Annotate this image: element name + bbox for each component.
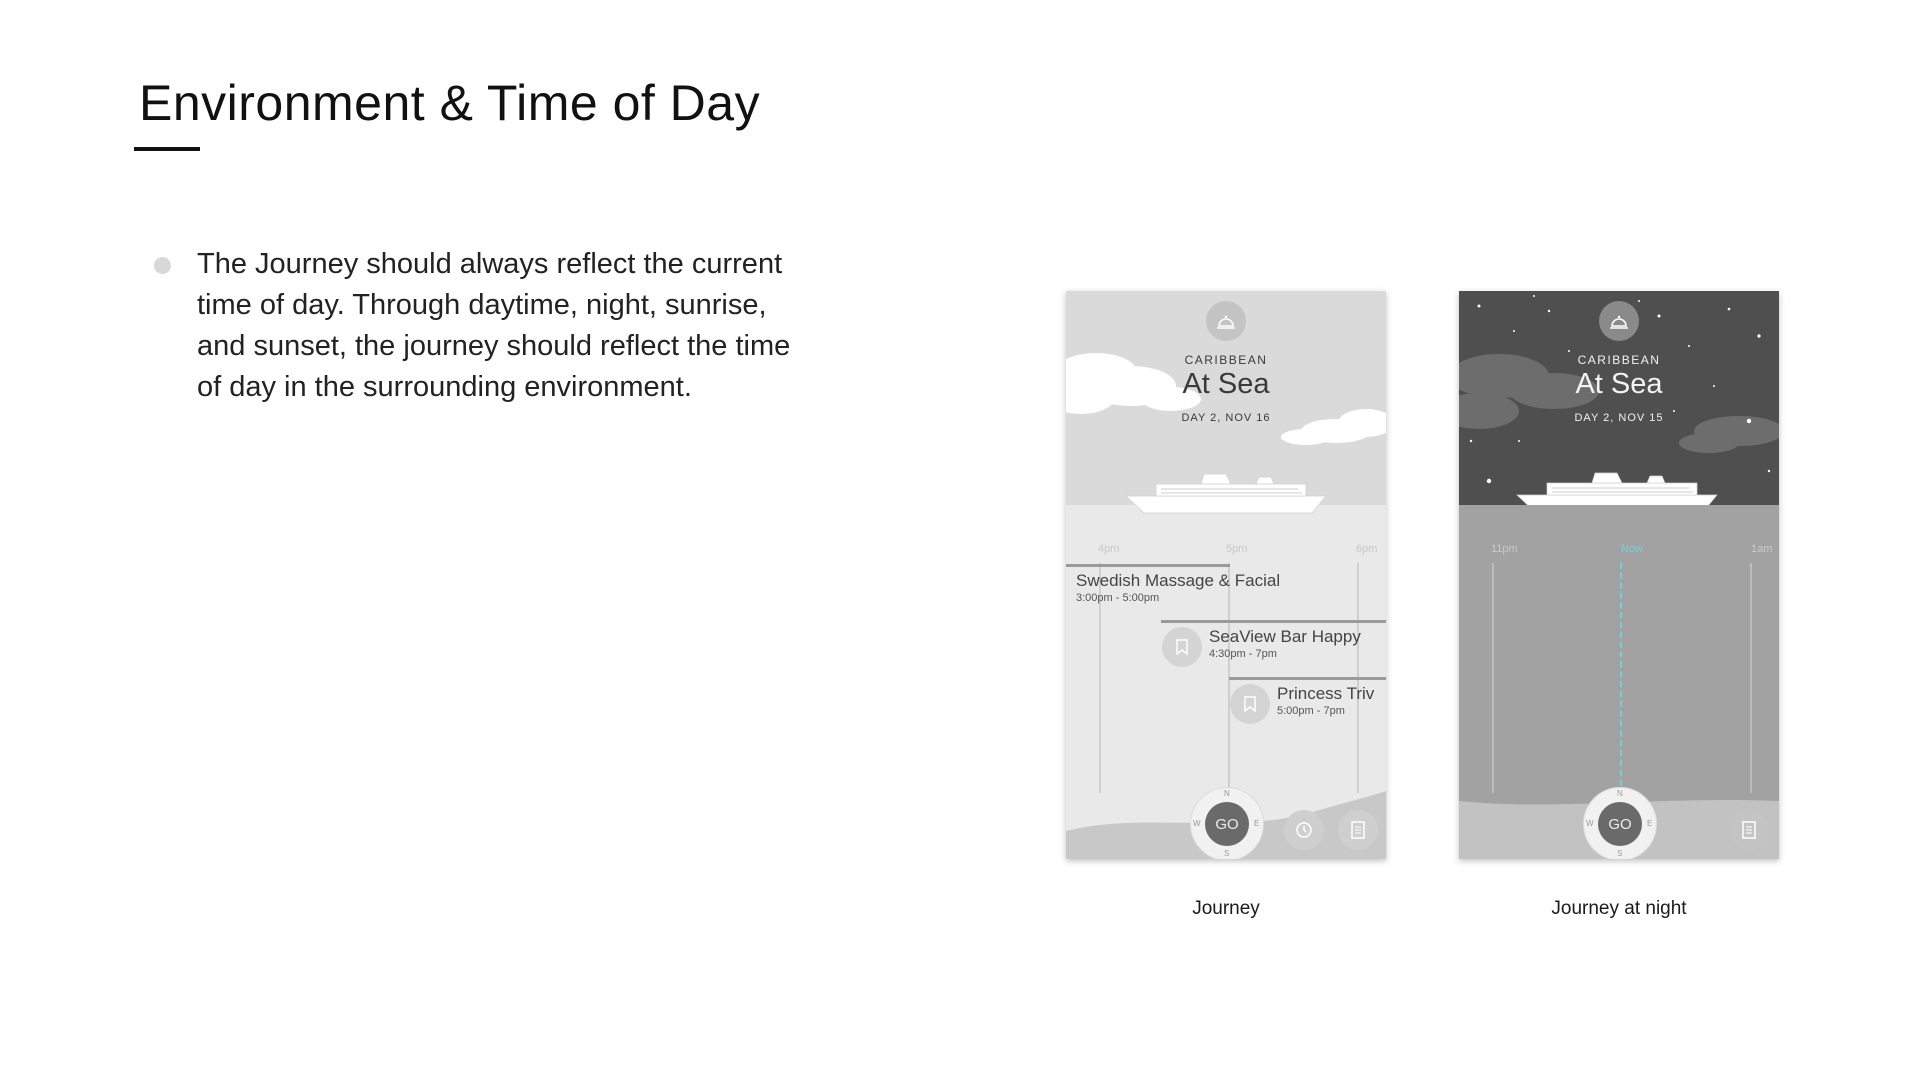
time-tick: 11pm bbox=[1491, 543, 1518, 555]
clock-icon[interactable] bbox=[1284, 810, 1324, 850]
document-icon[interactable] bbox=[1338, 810, 1378, 850]
event-time: 5:00pm - 7pm bbox=[1277, 705, 1345, 717]
title-underline bbox=[134, 147, 200, 151]
go-compass-button[interactable] bbox=[1583, 787, 1657, 859]
event-duration-bar bbox=[1066, 564, 1230, 567]
time-tick: 1am bbox=[1751, 543, 1773, 555]
now-marker-label: Now bbox=[1621, 543, 1644, 555]
time-tick: 5pm bbox=[1226, 543, 1248, 555]
slide-title: Environment & Time of Day bbox=[139, 75, 761, 131]
event-duration-bar bbox=[1161, 620, 1386, 623]
compass-south: S bbox=[1617, 849, 1623, 858]
event-name: Swedish Massage & Facial bbox=[1076, 571, 1281, 590]
event-duration-bar bbox=[1229, 677, 1386, 680]
compass-east: E bbox=[1254, 819, 1260, 828]
go-label: GO bbox=[1205, 802, 1249, 846]
compass-west: W bbox=[1193, 819, 1201, 828]
bullet-dot bbox=[154, 257, 171, 274]
compass-north: N bbox=[1224, 789, 1230, 798]
compass-east: E bbox=[1647, 819, 1653, 828]
time-tick: 4pm bbox=[1098, 543, 1120, 555]
cruise-ship bbox=[1126, 474, 1326, 513]
alarm-bell-icon[interactable] bbox=[1206, 301, 1246, 341]
time-tick: 6pm bbox=[1356, 543, 1378, 555]
location-title: At Sea bbox=[1182, 368, 1270, 400]
date-label: DAY 2, NOV 16 bbox=[1181, 412, 1271, 424]
journey-day-screen bbox=[1066, 291, 1386, 859]
region-label: CARIBBEAN bbox=[1184, 353, 1268, 367]
event-card[interactable] bbox=[1161, 620, 1386, 660]
go-label: GO bbox=[1598, 802, 1642, 846]
date-label: DAY 2, NOV 15 bbox=[1574, 412, 1664, 424]
compass-west: W bbox=[1586, 819, 1594, 828]
compass-north: N bbox=[1617, 789, 1623, 798]
event-name: SeaView Bar Happy bbox=[1209, 627, 1361, 646]
compass-south: S bbox=[1224, 849, 1230, 858]
timeline-gridline bbox=[1492, 563, 1494, 793]
night-caption: Journey at night bbox=[1551, 898, 1687, 919]
day-caption: Journey bbox=[1192, 898, 1260, 919]
timeline-gridline bbox=[1750, 563, 1752, 793]
event-time: 3:00pm - 5:00pm bbox=[1076, 592, 1160, 604]
go-compass-button[interactable] bbox=[1190, 787, 1264, 859]
document-icon[interactable] bbox=[1729, 810, 1769, 850]
bullet-text: The Journey should always reflect the current time of day. Through daytime, night, sunrise, and sunset, the journey should reflect the time of day in the surrounding environment. bbox=[197, 248, 791, 403]
alarm-bell-icon[interactable] bbox=[1599, 301, 1639, 341]
journey-night-screen bbox=[1459, 291, 1779, 859]
region-label: CARIBBEAN bbox=[1577, 353, 1661, 367]
event-card[interactable] bbox=[1066, 564, 1281, 604]
event-time: 4:30pm - 7pm bbox=[1209, 648, 1277, 660]
event-name: Princess Triv bbox=[1277, 684, 1375, 703]
location-title: At Sea bbox=[1575, 368, 1663, 400]
event-card[interactable] bbox=[1229, 677, 1386, 717]
